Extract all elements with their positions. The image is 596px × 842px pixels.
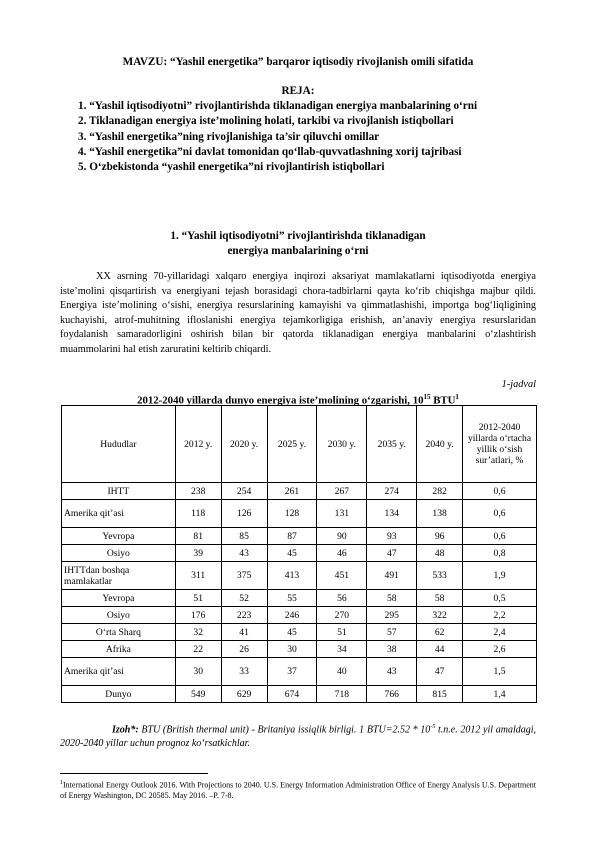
value-cell: 47 xyxy=(417,658,463,686)
note-text: BTU (British thermal unit) - Britaniya issiqlik birligi. 1 BTU=2.52 * 10 xyxy=(138,724,431,736)
value-cell: 51 xyxy=(317,624,367,641)
body-paragraph: XX asrning 70-yillaridagi xalqaro energiya inqirozi aksariyat mamlakatlarni iqtisodiyotda energiya iste’molini qisqartirish va energiyani tejash borasidagi chora-tadbirlarni qayta ko‘rib chiqishga majbur qildi. Energiya iste’molining o‘sishi, energiya resurslarining kamayishi va qimmatlashishi, importga bog‘liqligining kuchayishi, atrof-muhitning ifloslanishi energiya tejamkorligiga erishish, an’anaviy energiya resurslaridan foydalanish samaradorligini oshirish bilan bir qatorda tiklanadigan energiya manbalarini o‘zlashtirish muammolarini hal etish zaruratini keltirib chiqardi. xyxy=(60,271,536,355)
value-cell: 96 xyxy=(417,528,463,545)
value-cell: 118 xyxy=(175,500,221,528)
table-caption-exponent: 15 xyxy=(423,393,431,401)
header-cell: 2040 y. xyxy=(417,406,463,483)
footnote-mark: 1 xyxy=(60,780,63,786)
note-label: Izoh*: xyxy=(112,724,139,736)
value-cell: 57 xyxy=(367,624,417,641)
value-cell: 87 xyxy=(267,528,317,545)
value-cell: 26 xyxy=(221,641,267,658)
value-cell: 815 xyxy=(417,686,463,703)
table-row xyxy=(62,483,537,500)
region-cell: Yevropa xyxy=(62,528,176,545)
region-cell: Afrika xyxy=(62,641,176,658)
table-row xyxy=(62,545,537,562)
value-cell: 48 xyxy=(417,545,463,562)
energy-consumption-table xyxy=(61,405,537,703)
value-cell: 1,9 xyxy=(463,562,537,590)
section-title-line: 1. “Yashil iqtisodiyotni” rivojlantirishda tiklanadigan xyxy=(170,230,426,242)
header-cell: 2012 y. xyxy=(175,406,221,483)
table-row xyxy=(62,528,537,545)
value-cell: 56 xyxy=(317,590,367,607)
value-cell: 246 xyxy=(267,607,317,624)
table-row xyxy=(62,607,537,624)
value-cell: 238 xyxy=(175,483,221,500)
value-cell: 51 xyxy=(175,590,221,607)
value-cell: 0,6 xyxy=(463,500,537,528)
value-cell: 55 xyxy=(267,590,317,607)
value-cell: 261 xyxy=(267,483,317,500)
value-cell: 22 xyxy=(175,641,221,658)
value-cell: 274 xyxy=(367,483,417,500)
value-cell: 34 xyxy=(317,641,367,658)
value-cell: 629 xyxy=(221,686,267,703)
header-cell: 2025 y. xyxy=(267,406,317,483)
value-cell: 295 xyxy=(367,607,417,624)
table-body xyxy=(62,483,537,703)
table-note xyxy=(60,721,536,750)
plan-item: 3. “Yashil energetika”ning rivojlanishiga ta’sir qiluvchi omillar xyxy=(78,130,380,143)
header-cell: 2035 y. xyxy=(367,406,417,483)
value-cell: 37 xyxy=(267,658,317,686)
value-cell: 282 xyxy=(417,483,463,500)
value-cell: 38 xyxy=(367,641,417,658)
value-cell: 2,2 xyxy=(463,607,537,624)
table-header-row xyxy=(62,406,537,483)
value-cell: 39 xyxy=(175,545,221,562)
table-caption-text: 2012-2040 yillarda dunyo energiya iste’molining o‘zgarishi, 10 xyxy=(137,394,424,407)
region-cell: Yevropa xyxy=(62,590,176,607)
value-cell: 270 xyxy=(317,607,367,624)
value-cell: 0,6 xyxy=(463,528,537,545)
value-cell: 138 xyxy=(417,500,463,528)
header-cell: 2030 y. xyxy=(317,406,367,483)
value-cell: 491 xyxy=(367,562,417,590)
plan-block xyxy=(60,84,536,175)
value-cell: 254 xyxy=(221,483,267,500)
plan-item: 4. “Yashil energetika”ni davlat tomonidan qo‘llab-quvvatlashning xorij tajribasi xyxy=(78,145,462,158)
value-cell: 128 xyxy=(267,500,317,528)
value-cell: 58 xyxy=(417,590,463,607)
value-cell: 45 xyxy=(267,545,317,562)
plan-item: 2. Tiklanadigan energiya iste’molining holati, tarkibi va rivojlanish istiqbollari xyxy=(78,115,454,128)
region-cell: IHTTdan boshqa mamlakatlar xyxy=(62,562,176,590)
value-cell: 223 xyxy=(221,607,267,624)
region-cell: Amerika qit’asi xyxy=(62,658,176,686)
value-cell: 375 xyxy=(221,562,267,590)
value-cell: 766 xyxy=(367,686,417,703)
plan-item: 5. O‘zbekistonda “yashil energetika”ni rivojlantirish istiqbollari xyxy=(78,161,385,174)
value-cell: 0,5 xyxy=(463,590,537,607)
value-cell: 0,6 xyxy=(463,483,537,500)
document-title: MAVZU: “Yashil energetika” barqaror iqtisodiy rivojlanish omili sifatida xyxy=(122,56,474,68)
plan-item: 1. “Yashil iqtisodiyotni” rivojlantirishda tiklanadigan energiya manbalarining o‘rni xyxy=(78,100,478,113)
region-cell: Osiyo xyxy=(62,607,176,624)
value-cell: 85 xyxy=(221,528,267,545)
value-cell: 90 xyxy=(317,528,367,545)
header-cell: 2020 y. xyxy=(221,406,267,483)
value-cell: 126 xyxy=(221,500,267,528)
note-text-continued: t.n.e. 2012 yil amaldagi, 2020-2040 yillar uchun prognoz ko‘rsatkichlar. xyxy=(60,724,536,749)
footnote-text: International Energy Outlook 2016. With Projections to 2040. U.S. Energy Information Administration Office of Energy Analysis U.S. Department of Energy Washington, DC 20585. May 2016. –P. 7-8. xyxy=(60,780,536,801)
value-cell: 62 xyxy=(417,624,463,641)
value-cell: 41 xyxy=(221,624,267,641)
value-cell: 2,4 xyxy=(463,624,537,641)
table-row xyxy=(62,658,537,686)
value-cell: 30 xyxy=(175,658,221,686)
value-cell: 131 xyxy=(317,500,367,528)
region-cell: O‘rta Sharq xyxy=(62,624,176,641)
table-caption-unit: BTU xyxy=(430,394,456,407)
value-cell: 40 xyxy=(317,658,367,686)
note-exponent: -5 xyxy=(430,724,436,730)
value-cell: 45 xyxy=(267,624,317,641)
value-cell: 47 xyxy=(367,545,417,562)
value-cell: 451 xyxy=(317,562,367,590)
region-cell: Osiyo xyxy=(62,545,176,562)
value-cell: 33 xyxy=(221,658,267,686)
region-cell: Dunyo xyxy=(62,686,176,703)
table-row xyxy=(62,590,537,607)
value-cell: 46 xyxy=(317,545,367,562)
value-cell: 1,4 xyxy=(463,686,537,703)
table-row xyxy=(62,500,537,528)
value-cell: 718 xyxy=(317,686,367,703)
value-cell: 58 xyxy=(367,590,417,607)
plan-heading: REJA: xyxy=(281,85,315,97)
value-cell: 413 xyxy=(267,562,317,590)
region-cell: IHTT xyxy=(62,483,176,500)
value-cell: 81 xyxy=(175,528,221,545)
value-cell: 674 xyxy=(267,686,317,703)
section-title xyxy=(60,229,536,258)
value-cell: 1,5 xyxy=(463,658,537,686)
value-cell: 43 xyxy=(221,545,267,562)
region-cell: Amerika qit’asi xyxy=(62,500,176,528)
value-cell: 533 xyxy=(417,562,463,590)
table-row xyxy=(62,641,537,658)
value-cell: 0,8 xyxy=(463,545,537,562)
value-cell: 44 xyxy=(417,641,463,658)
value-cell: 52 xyxy=(221,590,267,607)
value-cell: 30 xyxy=(267,641,317,658)
value-cell: 32 xyxy=(175,624,221,641)
value-cell: 2,6 xyxy=(463,641,537,658)
value-cell: 43 xyxy=(367,658,417,686)
section-title-line: energiya manbalarining o‘rni xyxy=(227,244,369,257)
header-cell: 2012-2040 yillarda o‘rtacha yillik o‘sish sur’atlari, % xyxy=(463,406,537,483)
value-cell: 176 xyxy=(175,607,221,624)
footnote xyxy=(60,778,536,802)
value-cell: 93 xyxy=(367,528,417,545)
value-cell: 311 xyxy=(175,562,221,590)
footnote-ref: 1 xyxy=(455,393,459,401)
table-row xyxy=(62,562,537,590)
header-cell: Hududlar xyxy=(62,406,176,483)
value-cell: 549 xyxy=(175,686,221,703)
table-number: 1-jadval xyxy=(501,379,536,390)
table-row xyxy=(62,686,537,703)
footnote-divider xyxy=(60,773,208,774)
value-cell: 322 xyxy=(417,607,463,624)
value-cell: 134 xyxy=(367,500,417,528)
value-cell: 267 xyxy=(317,483,367,500)
table-row xyxy=(62,624,537,641)
